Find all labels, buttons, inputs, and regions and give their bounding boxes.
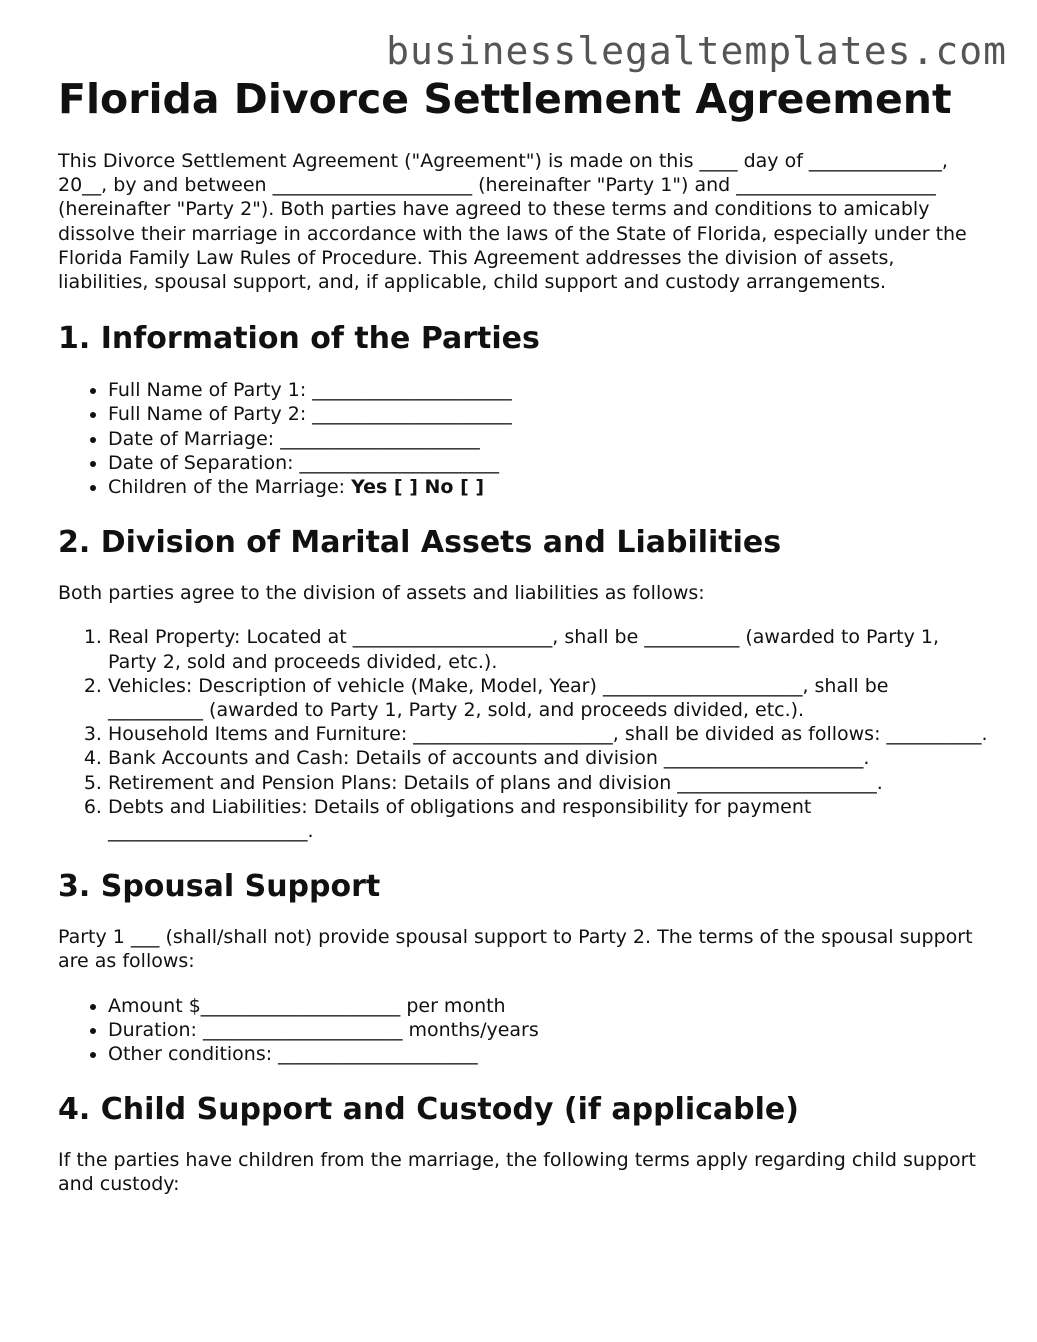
document-page (58, 76, 988, 1197)
list-item: • Other conditions: _____________________ (108, 1042, 988, 1066)
list-item: • Full Name of Party 2: _____________________ (108, 402, 988, 426)
list-item: • Full Name of Party 1: _____________________ (108, 378, 988, 402)
children-options: Yes [ ] No [ ] (351, 476, 485, 499)
list-item: 1. Real Property: Located at _____________________, shall be __________ (awarded to Party 1, Party 2, sold and proceeds divided, etc.). (108, 625, 988, 673)
list-item: 4. Bank Accounts and Cash: Details of accounts and division _____________________. (108, 746, 988, 770)
section-4-intro: If the parties have children from the marriage, the following terms apply regarding child support and custody: (58, 1149, 976, 1196)
children-label: Children of the Marriage: (108, 476, 352, 499)
list-item: • Duration: _____________________ months/years (108, 1018, 988, 1042)
section-3-intro: Party 1 ___ (shall/shall not) provide spousal support to Party 2. The terms of the spousal support are as follows: (58, 926, 973, 973)
watermark: businesslegaltemplates.com (386, 29, 1007, 73)
section-3-heading: 3. Spousal Support (58, 869, 381, 905)
list-item: • Date of Separation: _____________________ (108, 451, 988, 475)
list-item: 2. Vehicles: Description of vehicle (Make, Model, Year) _____________________, shall be __________ (awarded to Party 1, Party 2, sold, and proceeds divided, etc.). (108, 674, 988, 722)
list-item-children (108, 475, 988, 499)
intro-paragraph: This Divorce Settlement Agreement ("Agreement") is made on this ____ day of ______________, 20__, by and between _____________________ (hereinafter "Party 1") and _____________________ (hereinafter "Party 2"). Both parties have agreed to these terms and conditions to amicably dissolve their marriage in accordance with the laws of the State of Florida, especially under the Florida Family Law Rules of Procedure. This Agreement addresses the division of assets, liabilities, spousal support, and, if applicable, child support and custody arrangements. (58, 150, 967, 294)
assets-list (58, 625, 988, 843)
parties-info-list (58, 378, 988, 499)
list-item: • Date of Marriage: _____________________ (108, 427, 988, 451)
section-2-intro: Both parties agree to the division of assets and liabilities as follows: (58, 582, 705, 605)
list-item: • Amount $_____________________ per month (108, 994, 988, 1018)
list-item: 5. Retirement and Pension Plans: Details of plans and division _____________________. (108, 771, 988, 795)
spousal-support-list (58, 994, 988, 1067)
section-2-heading: 2. Division of Marital Assets and Liabilities (58, 525, 782, 561)
section-4-heading: 4. Child Support and Custody (if applicable) (58, 1092, 799, 1128)
document-title: Florida Divorce Settlement Agreement (58, 75, 952, 123)
section-1-heading: 1. Information of the Parties (58, 321, 540, 357)
list-item: 3. Household Items and Furniture: _____________________, shall be divided as follows: __________. (108, 722, 988, 746)
list-item: 6. Debts and Liabilities: Details of obligations and responsibility for payment _____________________. (108, 795, 988, 843)
